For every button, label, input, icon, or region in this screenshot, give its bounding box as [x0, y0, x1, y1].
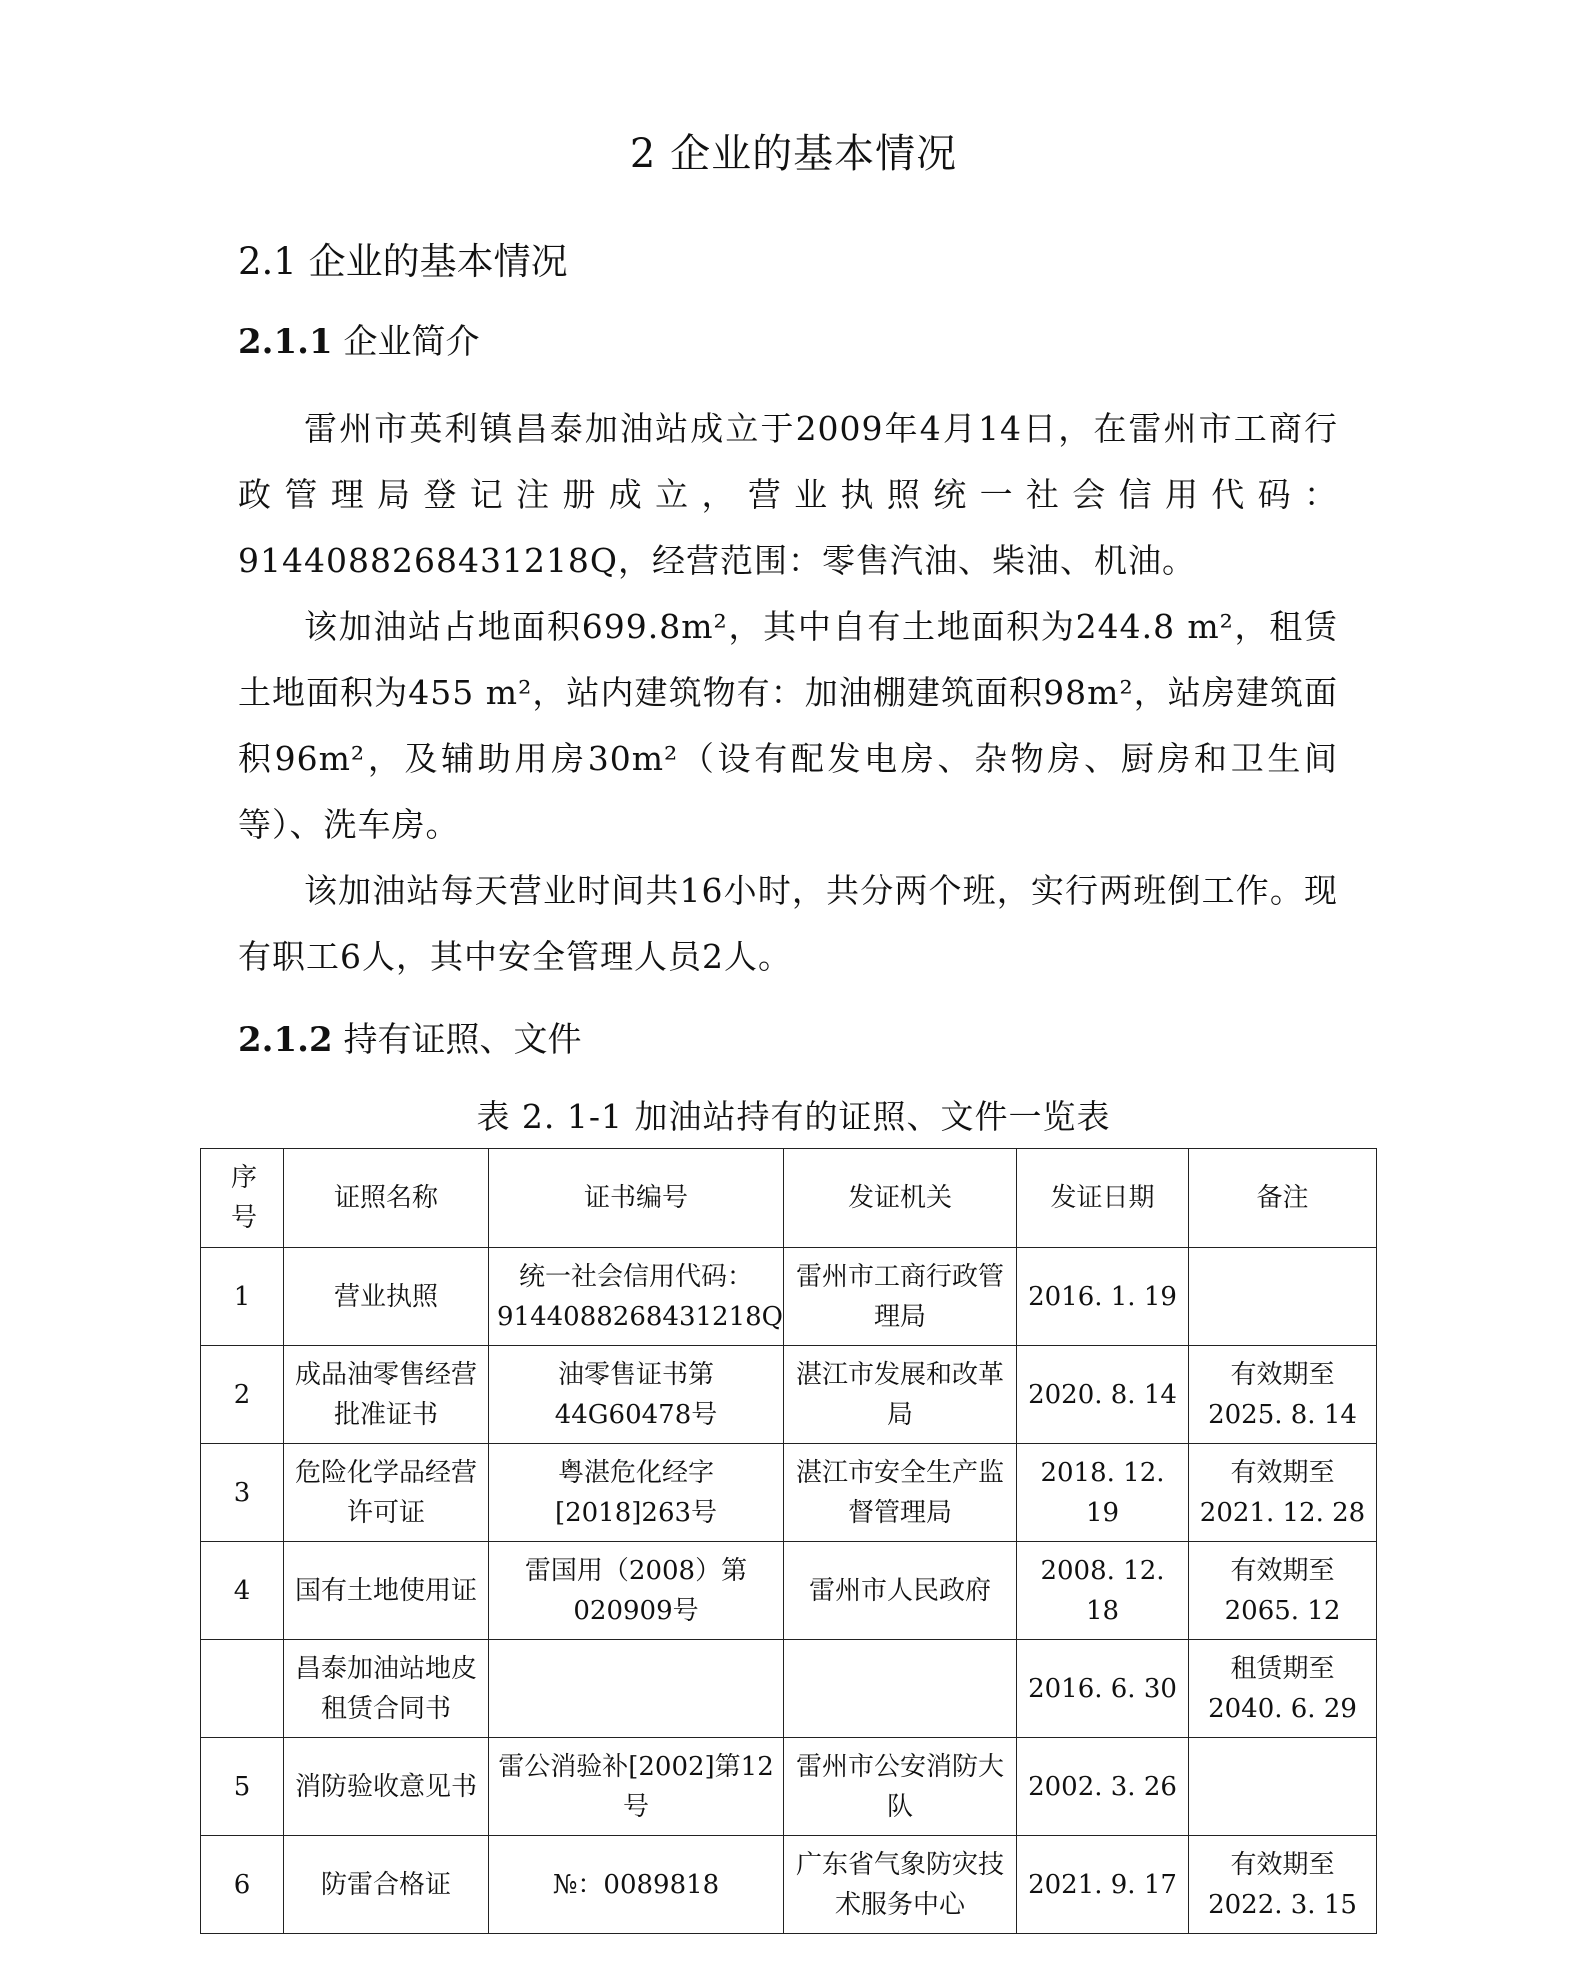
paragraph: 该加油站占地面积699.8m²，其中自有土地面积为244.8 m²，租赁土地面积为455 m²，站内建筑物有：加油棚建筑面积98m²，站房建筑面积96m²，及辅助用房30m²（设有配发电房、杂物房、厨房和卫生间等）、洗车房。	[238, 607, 1338, 844]
subsection-title-certificates	[238, 1016, 581, 1064]
cell-name: 危险化学品经营许可证	[284, 1444, 489, 1542]
cell-remark: 有效期至2021. 12. 28	[1189, 1444, 1377, 1542]
table-row	[201, 1640, 1377, 1738]
cell-date: 2018. 12. 19	[1017, 1444, 1189, 1542]
cell-date: 2008. 12. 18	[1017, 1542, 1189, 1640]
cell-issuer: 雷州市人民政府	[784, 1542, 1017, 1640]
cell-issuer	[784, 1640, 1017, 1738]
cell-index: 4	[201, 1542, 284, 1640]
header-index: 序号	[201, 1149, 284, 1248]
table-row	[201, 1248, 1377, 1346]
section-title: 2.1 企业的基本情况	[238, 240, 568, 283]
cell-index: 5	[201, 1738, 284, 1836]
table-row	[201, 1738, 1377, 1836]
cell-remark: 租赁期至2040. 6. 29	[1189, 1640, 1377, 1738]
cell-number: 雷公消验补[2002]第12号	[489, 1738, 784, 1836]
subsection-label: 企业简介	[343, 322, 480, 362]
cell-remark: 有效期至2065. 12	[1189, 1542, 1377, 1640]
intro-body	[238, 396, 1338, 990]
cell-date: 2016. 6. 30	[1017, 1640, 1189, 1738]
cell-index: 1	[201, 1248, 284, 1346]
table-row	[201, 1836, 1377, 1934]
subsection-label: 持有证照、文件	[343, 1020, 582, 1060]
cell-number: 粤湛危化经字[2018]263号	[489, 1444, 784, 1542]
cell-date: 2021. 9. 17	[1017, 1836, 1189, 1934]
header-date: 发证日期	[1017, 1149, 1189, 1248]
cell-name: 消防验收意见书	[284, 1738, 489, 1836]
table-header-row	[201, 1149, 1377, 1248]
table-caption: 表 2. 1-1 加油站持有的证照、文件一览表	[476, 1097, 1111, 1136]
table-row	[201, 1346, 1377, 1444]
cell-remark: 有效期至2025. 8. 14	[1189, 1346, 1377, 1444]
cell-index: 2	[201, 1346, 284, 1444]
subsection-title-intro	[238, 318, 479, 366]
cell-number: 雷国用（2008）第020909号	[489, 1542, 784, 1640]
cell-name: 昌泰加油站地皮租赁合同书	[284, 1640, 489, 1738]
cell-issuer: 湛江市安全生产监督管理局	[784, 1444, 1017, 1542]
cell-name: 营业执照	[284, 1248, 489, 1346]
paragraph: 该加油站每天营业时间共16小时，共分两个班，实行两班倒工作。现有职工6人，其中安全管理人员2人。	[238, 871, 1338, 976]
subsection-number: 2.1.1	[238, 322, 333, 362]
cell-issuer: 湛江市发展和改革局	[784, 1346, 1017, 1444]
cell-number: №：0089818	[489, 1836, 784, 1934]
chapter-title: 2 企业的基本情况	[629, 131, 958, 177]
header-issuer: 发证机关	[784, 1149, 1017, 1248]
cell-remark	[1189, 1248, 1377, 1346]
cell-number: 油零售证书第44G60478号	[489, 1346, 784, 1444]
cell-index	[201, 1640, 284, 1738]
header-name: 证照名称	[284, 1149, 489, 1248]
cell-name: 国有土地使用证	[284, 1542, 489, 1640]
certificates-table	[200, 1148, 1377, 1934]
cell-date: 2020. 8. 14	[1017, 1346, 1189, 1444]
cell-index: 3	[201, 1444, 284, 1542]
cell-remark	[1189, 1738, 1377, 1836]
cell-number: 统一社会信用代码：9144088268431218Q	[489, 1248, 784, 1346]
cell-date: 2016. 1. 19	[1017, 1248, 1189, 1346]
cell-name: 成品油零售经营批准证书	[284, 1346, 489, 1444]
header-remark: 备注	[1189, 1149, 1377, 1248]
cell-number	[489, 1640, 784, 1738]
table-row	[201, 1542, 1377, 1640]
cell-name: 防雷合格证	[284, 1836, 489, 1934]
cell-issuer: 广东省气象防灾技术服务中心	[784, 1836, 1017, 1934]
subsection-number: 2.1.2	[238, 1020, 333, 1060]
header-number: 证书编号	[489, 1149, 784, 1248]
cell-index: 6	[201, 1836, 284, 1934]
cell-date: 2002. 3. 26	[1017, 1738, 1189, 1836]
paragraph: 雷州市英利镇昌泰加油站成立于2009年4月14日，在雷州市工商行政管理局登记注册成立，营业执照统一社会信用代码：9144088268431218Q，经营范围：零售汽油、柴油、机油。	[238, 409, 1338, 580]
table-row	[201, 1444, 1377, 1542]
cell-issuer: 雷州市工商行政管理局	[784, 1248, 1017, 1346]
cell-issuer: 雷州市公安消防大队	[784, 1738, 1017, 1836]
cell-remark: 有效期至2022. 3. 15	[1189, 1836, 1377, 1934]
